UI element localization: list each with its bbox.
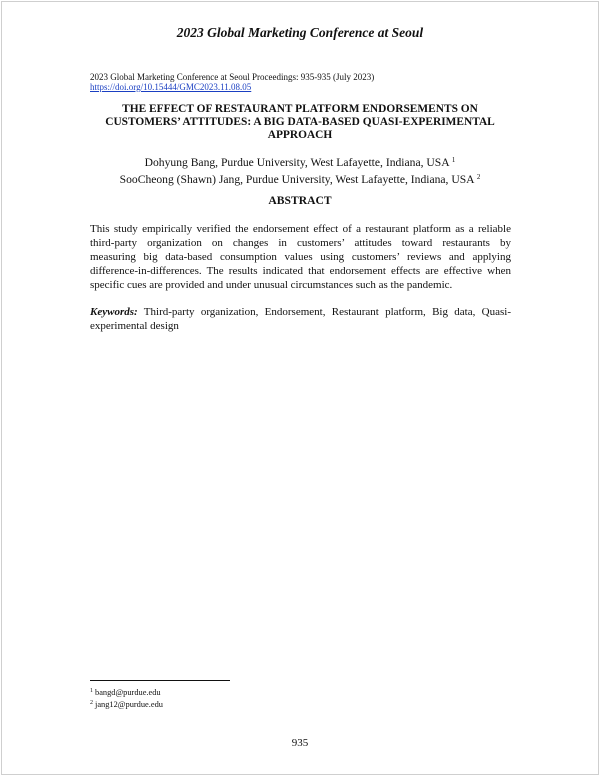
- proceedings-citation: 2023 Global Marketing Conference at Seoul Proceedings: 935-935 (July 2023): [90, 72, 375, 82]
- footnote-divider: [90, 680, 230, 681]
- footnote-mark: 2: [476, 173, 481, 181]
- footnote: [90, 698, 163, 710]
- abstract-line: measuring big data-based consumption values using customers’ reviews and applying: [90, 251, 511, 263]
- running-header: 2023 Global Marketing Conference at Seoul: [176, 25, 424, 40]
- doi-link[interactable]: https://doi.org/10.15444/GMC2023.11.08.05: [90, 82, 252, 92]
- abstract-line: third-party organization on changes in customers’ attitudes toward restaurants by: [90, 237, 511, 249]
- title-line: CUSTOMERS’ ATTITUDES: A BIG DATA-BASED QUASI-EXPERIMENTAL: [105, 116, 495, 128]
- footnote-mark: 1: [90, 688, 93, 694]
- footnote-email: bangd@purdue.edu: [95, 688, 161, 697]
- author-line: [60, 153, 540, 170]
- keywords-text: Third-party organization, Endorsement, Restaurant platform, Big data, Quasi-: [143, 306, 511, 318]
- footnote: [90, 686, 163, 698]
- abstract-line: specific cues are provided and under unusual circumstances such as the pandemic.: [90, 279, 453, 291]
- footnotes: [90, 686, 163, 710]
- footnote-mark: 2: [90, 700, 93, 706]
- keywords-line: [90, 305, 511, 319]
- keywords-block: [90, 305, 511, 333]
- proceedings-block: [90, 72, 374, 92]
- footnote-mark: 1: [451, 156, 456, 164]
- abstract-body: [90, 222, 511, 292]
- abstract-heading: ABSTRACT: [268, 194, 332, 207]
- footnote-email: jang12@purdue.edu: [95, 700, 163, 709]
- author-text: SooCheong (Shawn) Jang, Purdue University, West Lafayette, Indiana, USA: [119, 173, 474, 186]
- author-text: Dohyung Bang, Purdue University, West Lafayette, Indiana, USA: [144, 156, 449, 169]
- keywords-line: experimental design: [90, 320, 179, 332]
- title-line: APPROACH: [267, 129, 333, 141]
- abstract-line: This study empirically verified the endorsement effect of a restaurant platform as a reliable: [90, 223, 511, 235]
- paper-title: [80, 103, 520, 142]
- abstract-line: difference-in-differences. The results indicated that endorsement effects are effective when: [90, 265, 511, 277]
- author-line: [60, 170, 540, 187]
- authors-block: [60, 153, 540, 187]
- page-number: 935: [291, 737, 309, 749]
- title-line: THE EFFECT OF RESTAURANT PLATFORM ENDORSEMENTS ON: [122, 103, 478, 115]
- keywords-label: Keywords:: [90, 306, 138, 318]
